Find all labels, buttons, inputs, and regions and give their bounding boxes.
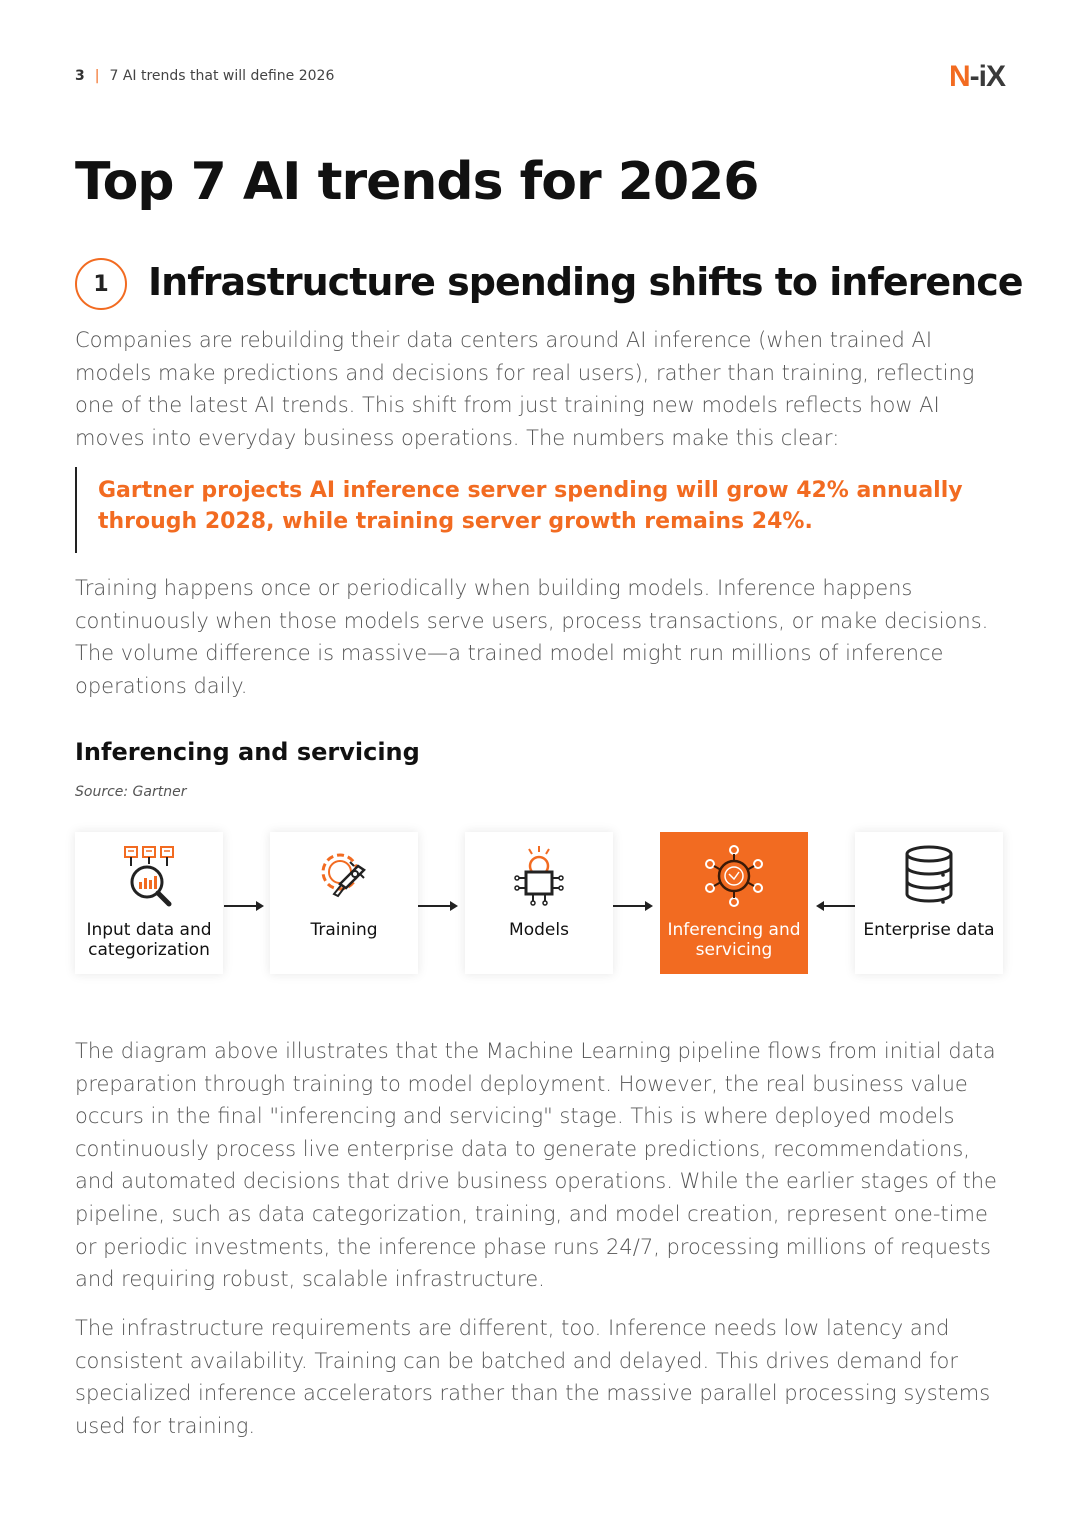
intro-paragraph: Companies are rebuilding their data centers around AI inference (when trained AI models make predictions and decisions for real users), rather than training, reflecting one of the latest AI trends. This shift from just training new models reflects how AI moves into everyday business operations. The numbers make this clear: bbox=[75, 328, 975, 450]
pipeline-step-input-data bbox=[75, 832, 223, 974]
arrow-right-icon bbox=[418, 900, 458, 912]
pipeline-step-inferencing bbox=[660, 832, 808, 974]
pipeline-step-label: Input data and categorization bbox=[86, 920, 212, 960]
requirements-paragraph: The infrastructure requirements are different, too. Inference needs low latency and consistent availability. Training can be batched and delayed. This drives demand for specialized inference accelerators rather than the massive parallel processing systems used for training. bbox=[75, 1316, 991, 1438]
page-title: Top 7 AI trends for 2026 bbox=[75, 152, 759, 212]
neural-network-icon bbox=[704, 844, 764, 908]
pipeline-step-label: Training bbox=[310, 920, 378, 940]
n-ix-logo: N-iX bbox=[948, 60, 1005, 93]
trend-title: Infrastructure spending shifts to inference bbox=[148, 260, 1023, 304]
pipeline-step-training bbox=[270, 832, 418, 974]
arrow-right-icon bbox=[613, 900, 653, 912]
diagram-explanation-paragraph: The diagram above illustrates that the Machine Learning pipeline flows from initial data preparation through training to model deployment. However, the real business value occurs in the final "inferencing and servicing" stage. This is where deployed models continuously process live enterprise data to generate predictions, recommendations, and automated decisions that drive business operations. While the earlier stages of the pipeline, such as data categorization, training, and model creation, represent one-time or periodic investments, the inference phase runs 24/7, processing millions of requests and requiring robust, scalable infrastructure. bbox=[75, 1039, 997, 1292]
highlight-quote bbox=[75, 467, 1010, 553]
diagram-title: Inferencing and servicing bbox=[75, 738, 420, 766]
page-header bbox=[75, 60, 1005, 93]
pipeline-step-enterprise-data bbox=[855, 832, 1003, 974]
training-paragraph: Training happens once or periodically when building models. Inference happens continuously when those models serve users, process transactions, or make decisions. The volume difference is massive—a trained model might run millions of inference operations daily. bbox=[75, 576, 989, 698]
page-meta bbox=[75, 68, 334, 84]
document-title: 7 AI trends that will define 2026 bbox=[109, 68, 335, 84]
pipeline-step-label: Enterprise data bbox=[863, 920, 995, 940]
gear-rocket-icon bbox=[314, 844, 374, 908]
arrow-right-icon bbox=[224, 900, 264, 912]
pipeline-step-models bbox=[465, 832, 613, 974]
pipeline-diagram bbox=[75, 832, 1005, 974]
trend-number-badge: 1 bbox=[75, 258, 127, 310]
pipeline-step-label: Inferencing and servicing bbox=[667, 920, 801, 960]
page-number: 3 bbox=[75, 68, 85, 84]
diagram-source: Source: Gartner bbox=[75, 784, 187, 800]
data-magnifier-icon bbox=[119, 844, 179, 908]
database-icon bbox=[899, 844, 959, 908]
arrow-left-icon bbox=[816, 900, 856, 912]
ai-chip-icon bbox=[509, 844, 569, 908]
trend-heading bbox=[75, 256, 1023, 314]
pipeline-step-label: Models bbox=[509, 920, 569, 940]
quote-text: Gartner projects AI inference server spending will grow 42% annually through 2028, while training server growth remains 24%. bbox=[98, 478, 963, 534]
header-separator: | bbox=[94, 68, 100, 84]
